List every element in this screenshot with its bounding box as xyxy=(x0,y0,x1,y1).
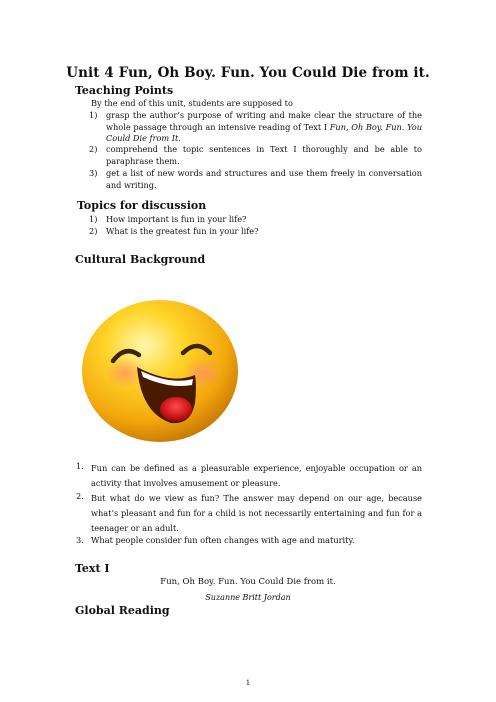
cultural-item: What people consider fun often changes with age and maturity. xyxy=(91,535,355,545)
topic-item: What is the greatest fun in your life? xyxy=(106,226,259,236)
teaching-point-number: 3) xyxy=(89,168,98,178)
topic-number: 2) xyxy=(89,226,98,236)
topics-heading: Topics for discussion xyxy=(77,199,207,212)
topic-number: 1) xyxy=(89,214,98,224)
global-reading-heading: Global Reading xyxy=(75,604,170,617)
text-one-heading: Text I xyxy=(75,562,110,575)
teaching-points-intro: By the end of this unit, students are supposed to xyxy=(91,98,293,108)
teaching-point-item: comprehend the topic sentences in Text I thoroughly and be able to paraphrase them. xyxy=(106,144,422,166)
unit-title: Unit 4 Fun, Oh Boy. Fun. You Could Die from it. xyxy=(66,65,430,81)
cultural-number: 3. xyxy=(76,535,84,545)
text-title-reference: Fun, Oh Boy. Fun. You Could Die from It xyxy=(106,121,422,143)
teaching-point-number: 2) xyxy=(89,144,98,154)
text-one-author: Suzanne Britt Jordan xyxy=(205,593,291,602)
page-number: 1 xyxy=(245,679,251,687)
tongue xyxy=(160,397,192,421)
teaching-point-text: grasp the author’s purpose of writing and make clear the structure of the whole passage through an intensive reading of Text I xyxy=(106,110,422,132)
teaching-point-number: 1) xyxy=(89,110,98,120)
teaching-point-item xyxy=(106,110,422,145)
cultural-item: But what do we view as fun? The answer may depend on our age, because what’s pleasant and fun for a child is not necessarily entertaining and fun for a teenager or an adult. xyxy=(91,493,422,533)
cultural-item: Fun can be defined as a pleasurable experience, enjoyable occupation or an activity that involves amusement or pleasure. xyxy=(91,463,422,488)
smiley-face-image xyxy=(79,295,241,443)
text-one-title: Fun, Oh Boy. Fun. You Could Die from it. xyxy=(160,577,336,587)
teaching-point-text-end: . xyxy=(178,133,181,143)
teaching-point-item: get a list of new words and structures and use them freely in conversation and writing. xyxy=(106,168,422,190)
cultural-background-heading: Cultural Background xyxy=(75,253,206,266)
teaching-points-heading: Teaching Points xyxy=(75,84,174,97)
cultural-number: 1. xyxy=(76,461,84,471)
topic-item: How important is fun in your life? xyxy=(106,214,247,224)
cultural-number: 2. xyxy=(76,491,84,501)
